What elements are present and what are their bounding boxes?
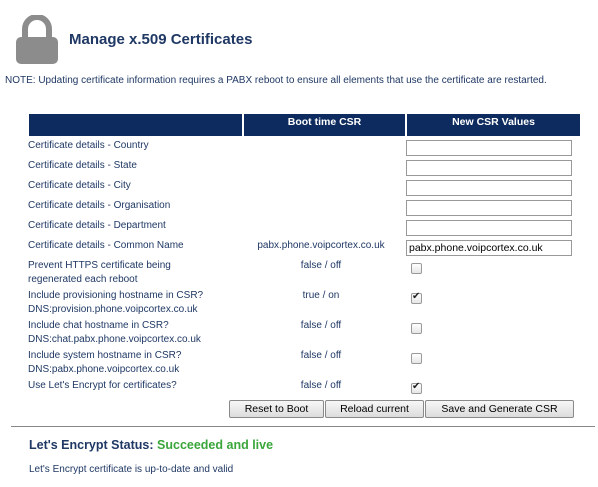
row-label-lets-encrypt: Use Let's Encrypt for certificates? [28, 380, 177, 391]
row-label-common-name: Certificate details - Common Name [28, 240, 184, 251]
row-label-system-hostname [28, 349, 238, 377]
row-label-country: Certificate details - Country [28, 140, 149, 151]
row-label-city: Certificate details - City [28, 180, 131, 191]
department-field[interactable] [406, 220, 572, 236]
lock-icon [15, 15, 59, 65]
reload-current-button[interactable]: Reload current [325, 400, 424, 418]
reset-to-boot-button[interactable]: Reset to Boot [229, 400, 324, 418]
reboot-note: NOTE: Updating certificate information requires a PABX reboot to ensure all elements that use the certificate are restarted. [5, 75, 547, 86]
boot-system-hostname: false / off [300, 350, 342, 361]
row-label-organisation: Certificate details - Organisation [28, 200, 171, 211]
label-line1: Include provisioning hostname in CSR? [28, 290, 204, 301]
common-name-field[interactable] [406, 240, 572, 256]
system-hostname-checkbox[interactable] [411, 353, 422, 364]
row-label-state: Certificate details - State [28, 160, 137, 171]
lets-encrypt-checkbox[interactable] [411, 383, 422, 394]
header-new-csr: New CSR Values [407, 114, 580, 136]
label-line1: Prevent HTTPS certificate being [28, 260, 171, 271]
label-line2: DNS:chat.pabx.phone.voipcortex.co.uk [28, 334, 201, 345]
label-line2: DNS:provision.phone.voipcortex.co.uk [28, 304, 198, 315]
lets-encrypt-status-label: Let's Encrypt Status: [29, 438, 154, 452]
row-label-prevent-https [28, 259, 238, 287]
boot-prevent-https: false / off [300, 260, 342, 271]
boot-common-name: pabx.phone.voipcortex.co.uk [257, 240, 385, 251]
lets-encrypt-status [29, 438, 273, 452]
row-label-provisioning-hostname [28, 289, 238, 317]
label-line2: regenerated each reboot [28, 274, 138, 285]
header-boot-csr: Boot time CSR [244, 114, 405, 136]
boot-lets-encrypt: false / off [300, 380, 342, 391]
prevent-https-checkbox[interactable] [411, 263, 422, 274]
row-label-department: Certificate details - Department [28, 220, 166, 231]
boot-chat-hostname: false / off [300, 320, 342, 331]
lets-encrypt-message: Let's Encrypt certificate is up-to-date and valid [29, 464, 234, 475]
country-field[interactable] [406, 140, 572, 156]
state-field[interactable] [406, 160, 572, 176]
label-line2: DNS:pabx.phone.voipcortex.co.uk [28, 364, 180, 375]
chat-hostname-checkbox[interactable] [411, 323, 422, 334]
page-title: Manage x.509 Certificates [69, 31, 253, 48]
city-field[interactable] [406, 180, 572, 196]
organisation-field[interactable] [406, 200, 572, 216]
row-label-chat-hostname [28, 319, 238, 347]
label-line1: Include chat hostname in CSR? [28, 320, 169, 331]
provisioning-hostname-checkbox[interactable] [411, 293, 422, 304]
label-line1: Include system hostname in CSR? [28, 350, 182, 361]
boot-provisioning-hostname: true / on [302, 290, 340, 301]
save-generate-csr-button[interactable]: Save and Generate CSR [425, 400, 574, 418]
lets-encrypt-status-value: Succeeded and live [157, 438, 274, 452]
divider [11, 426, 595, 427]
header-label-column [29, 114, 242, 136]
